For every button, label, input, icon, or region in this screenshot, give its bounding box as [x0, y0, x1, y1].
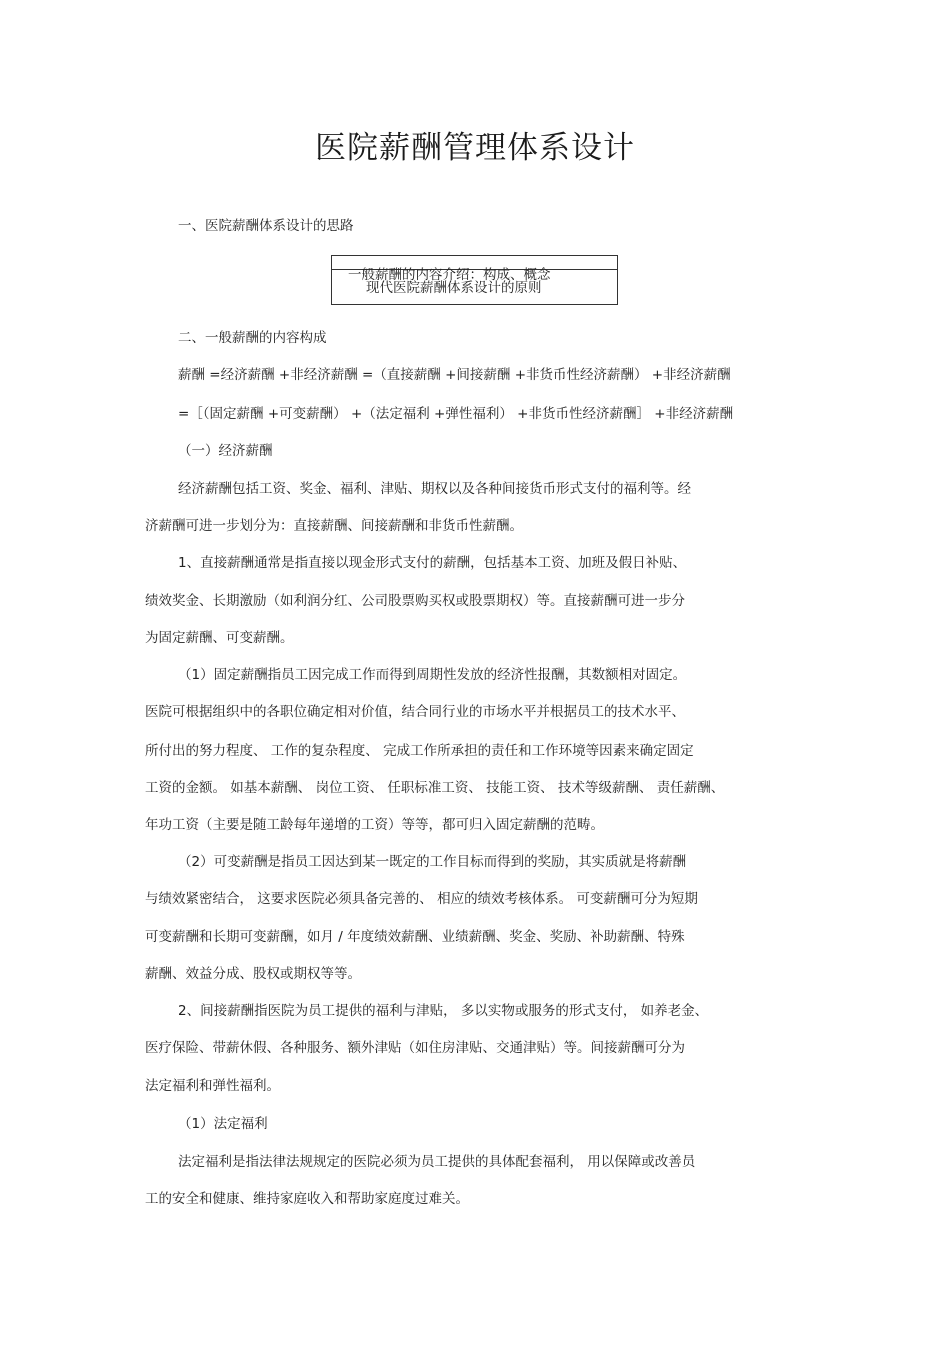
subsection-heading: （1）法定福利: [178, 1116, 268, 1132]
paragraph-line: 工资的金额。 如基本薪酬、 岗位工资、 任职标准工资、 技能工资、 技术等级薪酬、 责任薪酬、: [145, 780, 725, 796]
paragraph-line: 法定福利是指法律法规规定的医院必须为员工提供的具体配套福利， 用以保障或改善员: [178, 1154, 696, 1170]
paragraph-line: 薪酬、效益分成、股权或期权等等。: [145, 966, 361, 982]
section-heading-1: 一、医院薪酬体系设计的思路: [178, 218, 354, 234]
paragraph-line: 可变薪酬和长期可变薪酬，如月 / 年度绩效薪酬、业绩薪酬、奖金、奖励、补助薪酬、特殊: [145, 929, 685, 945]
paragraph-line: 年功工资（主要是随工龄每年递增的工资）等等，都可归入固定薪酬的范畴。: [145, 817, 604, 833]
paragraph-line: 法定福利和弹性福利。: [145, 1078, 280, 1094]
paragraph-line: 所付出的努力程度、 工作的复杂程度、 完成工作所承担的责任和工作环境等因素来确定固定: [145, 743, 694, 759]
formula-line-1: 薪酬 =经济薪酬 +非经济薪酬 =（直接薪酬 +间接薪酬 +非货币性经济薪酬） +非经济薪酬: [178, 367, 731, 383]
paragraph-line: 绩效奖金、长期激励（如利润分红、公司股票购买权或股票期权）等。直接薪酬可进一步分: [145, 593, 685, 609]
paragraph-line: 济薪酬可进一步划分为：直接薪酬、间接薪酬和非货币性薪酬。: [145, 518, 523, 534]
paragraph-line: 1、直接薪酬通常是指直接以现金形式支付的薪酬，包括基本工资、加班及假日补贴、: [178, 555, 687, 571]
box-line-1: 一般薪酬的内容介绍：构成、概念: [348, 267, 551, 283]
paragraph-line: 经济薪酬包括工资、奖金、福利、津贴、期权以及各种间接货币形式支付的福利等。经: [178, 481, 691, 497]
formula-line-2: =［（固定薪酬 +可变薪酬） +（法定福利 +弹性福利） +非货币性经济薪酬］ +非经济薪酬: [178, 406, 734, 422]
document-title: 医院薪酬管理体系设计: [315, 130, 635, 166]
paragraph-line: 2、间接薪酬指医院为员工提供的福利与津贴， 多以实物或服务的形式支付， 如养老金、: [178, 1003, 709, 1019]
paragraph-line: 医院可根据组织中的各职位确定相对价值，结合同行业的市场水平并根据员工的技术水平、: [145, 704, 685, 720]
paragraph-line: （1）固定薪酬指员工因完成工作而得到周期性发放的经济性报酬，其数额相对固定。: [178, 667, 687, 683]
paragraph-line: 与绩效紧密结合， 这要求医院必须具备完善的、 相应的绩效考核体系。 可变薪酬可分为短期: [145, 891, 698, 907]
box-line-2: 现代医院薪酬体系设计的原则: [366, 280, 542, 296]
subsection-heading: （一）经济薪酬: [178, 443, 273, 459]
paragraph-line: 医疗保险、带薪休假、各种服务、额外津贴（如住房津贴、交通津贴）等。间接薪酬可分为: [145, 1040, 685, 1056]
paragraph-line: （2）可变薪酬是指员工因达到某一既定的工作目标而得到的奖励，其实质就是将薪酬: [178, 854, 687, 870]
paragraph-line: 工的安全和健康、维持家庭收入和帮助家庭度过难关。: [145, 1191, 469, 1207]
paragraph-line: 为固定薪酬、可变薪酬。: [145, 630, 294, 646]
section-heading-2: 二、一般薪酬的内容构成: [178, 330, 327, 346]
outline-box: [331, 255, 618, 305]
